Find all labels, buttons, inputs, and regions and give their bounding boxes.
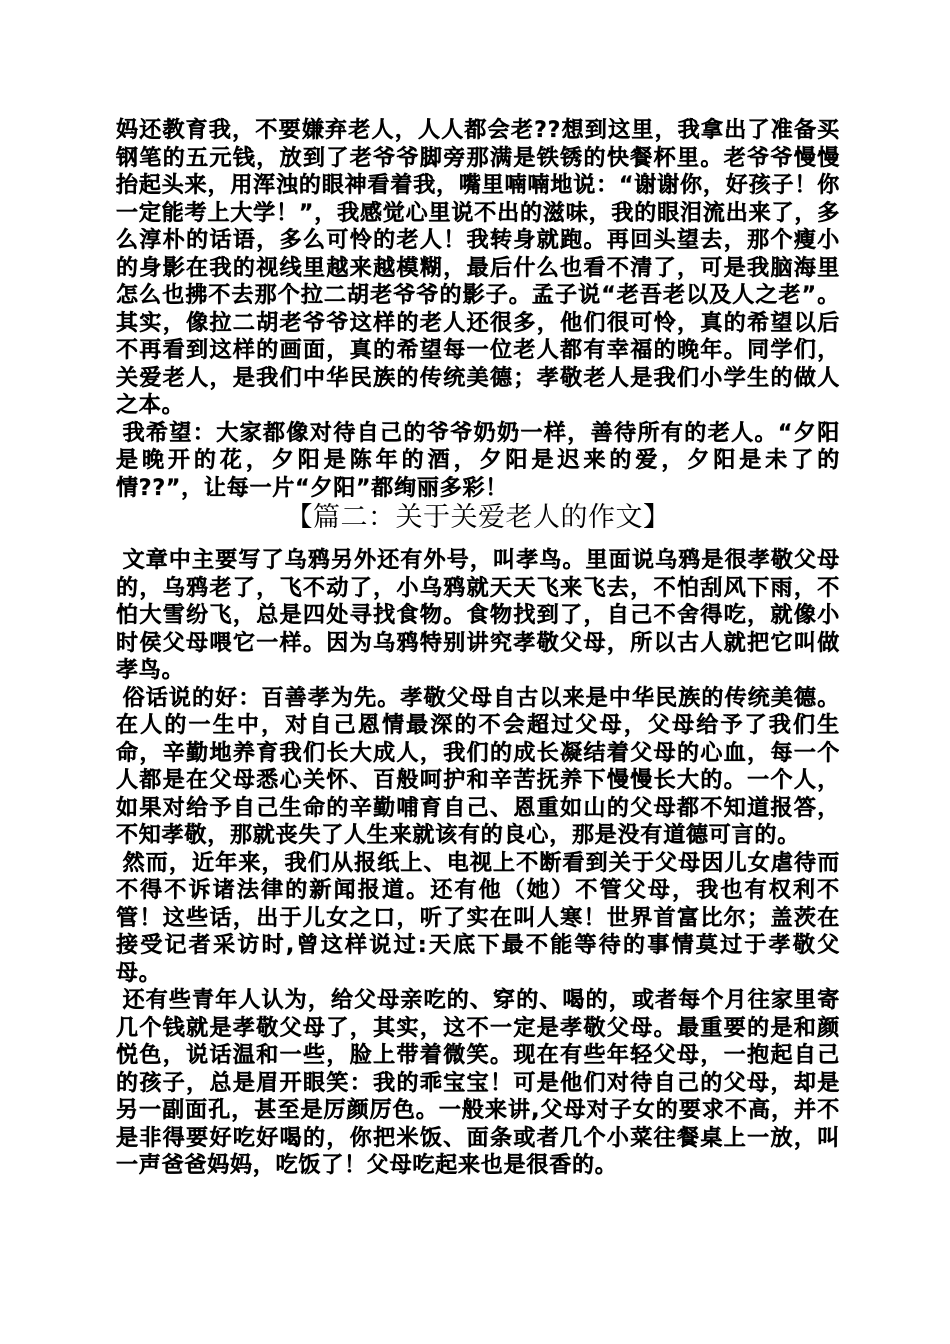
section-two-text [116, 547, 840, 1180]
paragraph: 还有些青年人认为，给父母亲吃的、穿的、喝的，或者每个月往家里寄几个钱就是孝敬父母了，其实，这不一定是孝敬父母。最重要的是和颜悦色，说话温和一些，脸上带着微笑。现在有些年轻父母，一抱起自己的孩子，总是眉开眼笑：我的乖宝宝！可是他们对待自己的父母，却是另一副面孔，甚至是厉颜厉色。一般来讲,父母对子女的要求不高，并不是非得要好吃好喝的，你把米饭、面条或者几个小菜往餐桌上一放，叫一声爸爸妈妈，吃饭了！父母吃起来也是很香的。 [116, 988, 840, 1178]
paragraph: 然而，近年来，我们从报纸上、电视上不断看到关于父母因儿女虐待而不得不诉诸法律的新闻报道。还有他（她）不管父母，我也有权利不管！这些话，出于儿女之口，听了实在叫人寒！世界首富比尔；盖茨在接受记者采访时,曾这样说过:天底下最不能等待的事情莫过于孝敬父母。 [116, 850, 840, 986]
paragraph: 妈还教育我，不要嫌弃老人，人人都会老??想到这里，我拿出了准备买钢笔的五元钱，放到了老爷爷脚旁那满是铁锈的快餐杯里。老爷爷慢慢抬起头来，用浑浊的眼神看着我，嘴里喃喃地说：“谢谢你，好孩子！你一定能考上大学！”，我感觉心里说不出的滋味，我的眼泪流出来了，多么淳朴的话语，多么可怜的老人！我转身就跑。再回头望去，那个瘦小的身影在我的视线里越来越模糊，最后什么也看不清了，可是我脑海里怎么也拂不去那个拉二胡老爷爷的影子。孟子说“老吾老以及人之老”。其实，像拉二胡老爷爷这样的老人还很多，他们很可怜，真的希望以后不再看到这样的画面，真的希望每一位老人都有幸福的晚年。同学们，关爱老人，是我们中华民族的传统美德；孝敬老人是我们小学生的做人之本。 [116, 118, 840, 418]
paragraph: 我希望：大家都像对待自己的爷爷奶奶一样，善待所有的老人。“夕阳是晚开的花，夕阳是陈年的酒，夕阳是迟来的爱，夕阳是未了的情??”，让每一片“夕阳”都绚丽多彩！ [116, 420, 840, 501]
paragraph: 俗话说的好：百善孝为先。孝敬父母自古以来是中华民族的传统美德。在人的一生中，对自己恩情最深的不会超过父母，父母给予了我们生命，辛勤地养育我们长大成人，我们的成长凝结着父母的心血，每一个人都是在父母悉心关怀、百般呵护和辛苦抚养下慢慢长大的。一个人，如果对给予自己生命的辛勤哺育自己、恩重如山的父母都不知道报答，不知孝敬，那就丧失了人生来就该有的良心，那是没有道德可言的。 [116, 685, 840, 848]
section-one-text [116, 117, 840, 502]
paragraph: 文章中主要写了乌鸦另外还有外号，叫孝鸟。里面说乌鸦是很孝敬父母的，乌鸦老了，飞不动了，小乌鸦就天天飞来飞去，不怕刮风下雨，不怕大雪纷飞，总是四处寻找食物。食物找到了，自己不舍得吃，就像小时侯父母喂它一样。因为乌鸦特别讲究孝敬父母，所以古人就把它叫做孝鸟。 [116, 548, 840, 683]
section-heading: 【篇二：关于关爱老人的作文】 [285, 502, 671, 533]
